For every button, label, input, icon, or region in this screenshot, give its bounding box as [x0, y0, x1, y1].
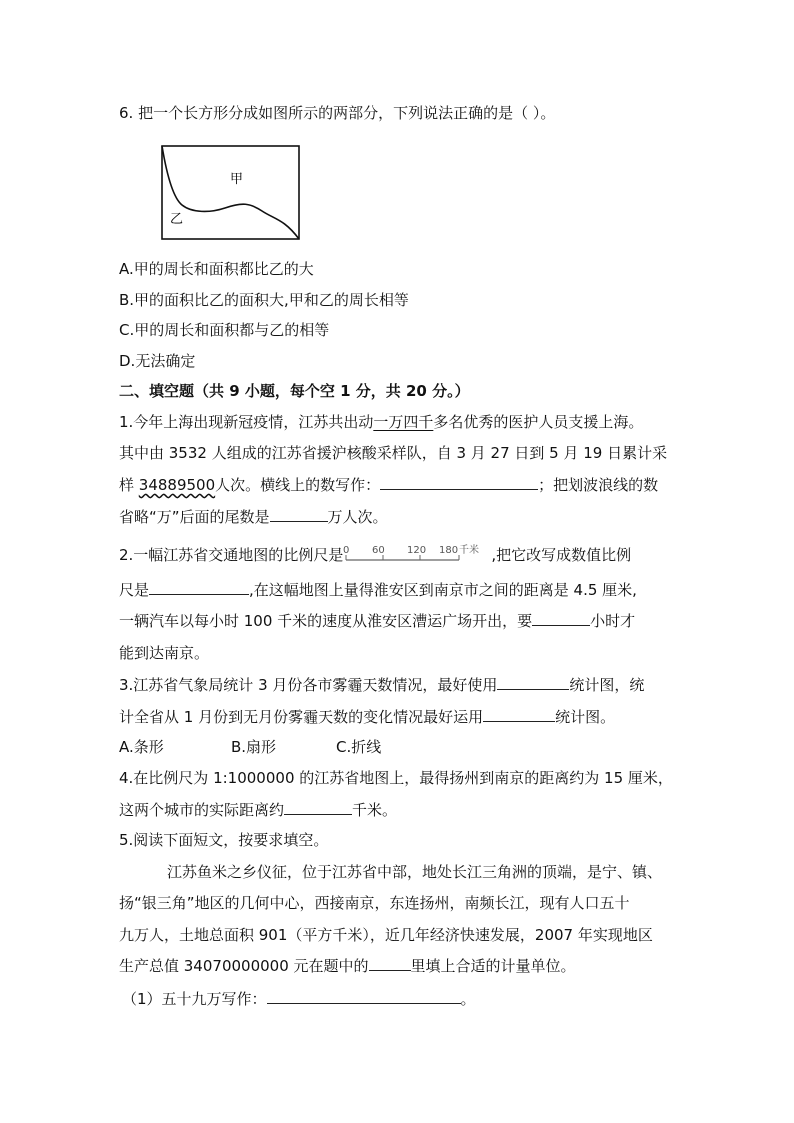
q3-text: 3.江苏省气象局统计 3 月份各市雾霾天数情况，最好使用 [119, 676, 498, 694]
q1-text: 万人次。 [327, 508, 388, 526]
q1-text: 省略“万”后面的尾数是 [119, 508, 270, 526]
q5-text: （1）五十九万写作： [122, 990, 267, 1008]
scale-tick-label: 180 [439, 545, 459, 556]
q2-blank-hours[interactable] [532, 611, 590, 626]
q3-option-c: C.折线 [336, 738, 382, 756]
scale-tick-label: 60 [372, 545, 386, 556]
q5-line1: 5.阅读下面短文，按要求填空。 [119, 831, 329, 849]
q5-text: 里填上合适的计量单位。 [410, 957, 576, 975]
q3-line2 [119, 707, 615, 727]
q1-line3 [119, 475, 658, 495]
q3-text: 统计图。 [555, 708, 616, 726]
q1-text: 多名优秀的医护人员支援上海。 [433, 413, 644, 431]
q3-options [119, 737, 381, 757]
q5-para2: 扬“银三角”地区的几何中心，西接南京，东连扬州，南频长江，现有人口五十 [119, 894, 630, 912]
q1-blank-approx[interactable] [270, 507, 328, 522]
q3-line1 [119, 675, 644, 695]
q1-text: ；把划波浪线的数 [538, 476, 659, 494]
q4-text: 这两个城市的实际距离约 [119, 801, 285, 819]
q1-underlined-number: 一万四千 [373, 413, 434, 431]
q6-option-b: B.甲的面积比乙的面积大,甲和乙的周长相等 [119, 291, 409, 309]
q3-text: 计全省从 1 月份到无月份雾霾天数的变化情况最好运用 [119, 708, 484, 726]
section2-heading: 二、填空题（共 9 小题，每个空 1 分，共 20 分。） [119, 382, 470, 400]
q2-text: 小时才 [590, 612, 636, 630]
q4-line1: 4.在比例尺为 1:1000000 的江苏省地图上，最得扬州到南京的距离约为 15 厘米， [119, 769, 673, 787]
q3-blank-chart2[interactable] [483, 707, 555, 722]
scale-unit-label: 千米 [459, 545, 480, 556]
q1-wavy-number: 34889500 [138, 476, 216, 494]
q5-sub1 [122, 989, 476, 1009]
q4-line2 [119, 800, 397, 820]
q1-line4 [119, 507, 388, 527]
q3-text: 统计图，统 [569, 676, 645, 694]
q2-text: 尺是 [119, 581, 150, 599]
figure-label-jia: 甲 [230, 172, 244, 187]
q2-text: 2.一幅江苏省交通地图的比例尺是 [119, 546, 344, 564]
q2-line4: 能到达南京。 [119, 644, 210, 662]
q3-blank-chart1[interactable] [497, 675, 569, 690]
q1-text: 1.今年上海出现新冠疫情，江苏共出动 [119, 413, 374, 431]
q1-line1 [119, 412, 643, 432]
q3-option-b: B.扇形 [231, 738, 277, 756]
rectangle-split-figure [150, 135, 340, 247]
figure-label-yi: 乙 [170, 212, 184, 227]
line-scale-bar [343, 542, 491, 564]
scale-tick-label: 120 [407, 545, 427, 556]
q5-blank-write[interactable] [267, 989, 461, 1004]
q2-line3 [119, 611, 635, 631]
q2-text: ,把它改写成数值比例 [491, 546, 632, 564]
q2-text: 一辆汽车以每小时 100 千米的速度从淮安区漕运广场开出，要 [119, 612, 533, 630]
q3-option-a: A.条形 [119, 738, 164, 756]
q1-text: 样 [119, 476, 139, 494]
q4-blank-distance[interactable] [284, 800, 352, 815]
q5-text: 。 [460, 990, 476, 1008]
q2-line2 [119, 580, 637, 600]
q6-option-a: A.甲的周长和面积都比乙的大 [119, 260, 314, 278]
q1-blank-write[interactable] [380, 475, 538, 490]
q5-text: 生产总值 34070000000 元在题中的 [119, 957, 369, 975]
q1-text: 人次。横线上的数写作： [215, 476, 381, 494]
q6-question: 6. 把一个长方形分成如图所示的两部分，下列说法正确的是（ ）。 [119, 104, 556, 122]
q4-text: 千米。 [352, 801, 398, 819]
q5-para3: 九万人，土地总面积 901（平方千米），近几年经济快速发展，2007 年实现地区 [119, 926, 653, 944]
q2-line1 [119, 542, 631, 565]
q2-text: ,在这幅地图上量得淮安区到南京市之间的距离是 4.5 厘米, [249, 581, 637, 599]
q6-option-c: C.甲的周长和面积都与乙的相等 [119, 321, 330, 339]
q1-line2: 其中由 3532 人组成的江苏省援沪核酸采样队，自 3 月 27 日到 5 月 19 日累计采 [119, 444, 668, 462]
q6-option-d: D.无法确定 [119, 352, 196, 370]
q2-blank-ratio[interactable] [149, 580, 249, 595]
q5-para1: 江苏鱼米之乡仪征，位于江苏省中部，地处长江三角洲的顶端，是宁、镇、 [167, 863, 663, 881]
q5-para4 [119, 956, 576, 976]
scale-tick-label: 0 [343, 545, 350, 556]
q5-blank-unit[interactable] [369, 956, 411, 971]
